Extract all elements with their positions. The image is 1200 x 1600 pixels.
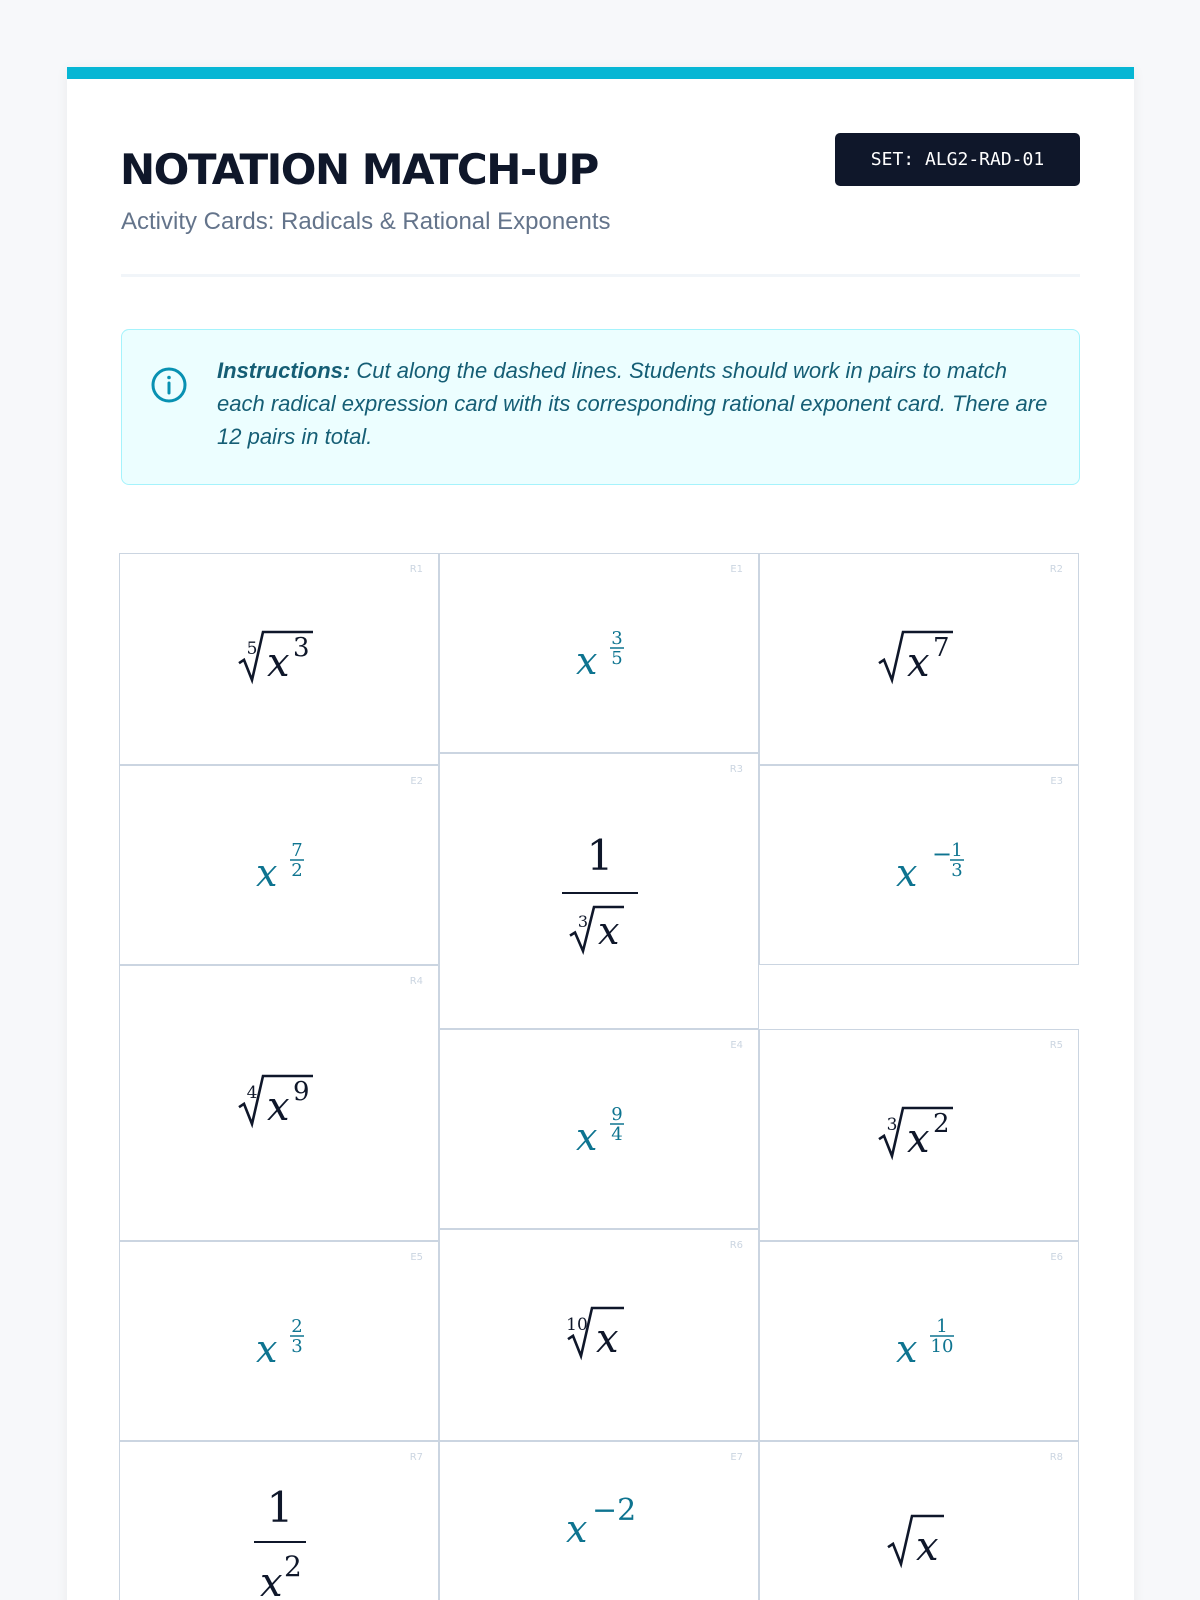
- match-card-r1[interactable]: [119, 553, 439, 765]
- card-expression: [440, 554, 760, 754]
- radical-base: x: [907, 1116, 930, 1162]
- instructions-box: [121, 329, 1080, 485]
- match-card-e4[interactable]: [439, 1029, 759, 1229]
- worksheet: [67, 67, 1134, 1600]
- card-id-label: R1: [409, 564, 423, 575]
- card-id-label: R2: [1049, 564, 1063, 575]
- card-expression: [760, 1242, 1080, 1442]
- match-card-e7[interactable]: [439, 1441, 759, 1600]
- card-id-label: E1: [730, 564, 743, 575]
- exponent-power: −2: [592, 1493, 637, 1528]
- fraction-numerator: 1: [586, 831, 614, 880]
- match-card-e6[interactable]: [759, 1241, 1079, 1441]
- exponent-denominator: 5: [611, 648, 623, 669]
- exponent-numerator: 3: [611, 628, 623, 649]
- card-id-label: R5: [1049, 1040, 1063, 1051]
- instructions-body: Cut along the dashed lines. Students should work in pairs to match each radical expression card with its corresponding rational exponent card. There are 12 pairs in total.: [217, 358, 1048, 449]
- exponent-numerator: 1: [936, 1316, 948, 1337]
- card-expression: [760, 1442, 1080, 1600]
- radical-index: 4: [246, 1083, 258, 1103]
- match-card-r7[interactable]: [119, 1441, 439, 1600]
- radical-index: 3: [886, 1115, 898, 1135]
- exponent-base: x: [256, 1327, 278, 1371]
- radical-base: x: [267, 1084, 290, 1130]
- set-badge: SET: ALG2-RAD-01: [835, 133, 1080, 186]
- exponent-denominator: 2: [291, 860, 303, 881]
- card-expression: [440, 1030, 760, 1230]
- exponent-numerator: 2: [291, 1316, 303, 1337]
- match-card-e2[interactable]: [119, 765, 439, 965]
- match-card-e5[interactable]: [119, 1241, 439, 1441]
- radical-index: 10: [566, 1315, 588, 1335]
- exponent-numerator: 7: [291, 840, 303, 861]
- card-expression: [440, 1442, 760, 1600]
- card-expression: [120, 1442, 440, 1600]
- card-id-label: E2: [410, 776, 423, 787]
- denominator-power: 2: [284, 1550, 302, 1583]
- page-title: NOTATION MATCH-UP: [120, 145, 598, 194]
- match-card-r4[interactable]: [119, 965, 439, 1241]
- exponent-denominator: 10: [930, 1336, 954, 1357]
- card-expression: [120, 1242, 440, 1442]
- exponent-numerator: 1: [951, 840, 963, 861]
- card-expression: [760, 1030, 1080, 1242]
- match-card-e1[interactable]: [439, 553, 759, 753]
- match-card-r6[interactable]: [439, 1229, 759, 1441]
- match-card-r5[interactable]: [759, 1029, 1079, 1241]
- radical-power: 3: [293, 633, 310, 663]
- radical-power: 7: [933, 633, 950, 663]
- match-card-r8[interactable]: [759, 1441, 1079, 1600]
- exponent-base: x: [896, 851, 918, 895]
- card-expression: [440, 1230, 760, 1442]
- info-icon: [150, 366, 188, 404]
- match-card-r2[interactable]: [759, 553, 1079, 765]
- card-id-label: R3: [729, 764, 743, 775]
- fraction-numerator: 1: [266, 1483, 294, 1532]
- radical-power: 9: [293, 1077, 310, 1107]
- card-id-label: R4: [409, 976, 423, 987]
- card-expression: [760, 766, 1080, 966]
- card-id-label: E5: [410, 1252, 423, 1263]
- card-expression: [120, 554, 440, 766]
- match-card-r3[interactable]: [439, 753, 759, 1029]
- exponent-base: x: [896, 1327, 918, 1371]
- instructions-text: [217, 354, 1057, 453]
- exponent-denominator: 4: [611, 1124, 623, 1145]
- card-id-label: E3: [1050, 776, 1063, 787]
- radical-base: x: [598, 909, 620, 953]
- exponent-denominator: 3: [951, 860, 963, 881]
- exponent-sign: −: [932, 840, 953, 868]
- radical-power: 2: [933, 1109, 950, 1139]
- instructions-lead: Instructions:: [217, 358, 351, 383]
- card-id-label: E6: [1050, 1252, 1063, 1263]
- exponent-base: x: [256, 851, 278, 895]
- radical-index: 5: [246, 639, 258, 659]
- radical-base: x: [596, 1316, 619, 1362]
- card-id-label: E7: [730, 1452, 743, 1463]
- header-divider: [121, 274, 1080, 277]
- exponent-denominator: 3: [291, 1336, 303, 1357]
- exponent-base: x: [576, 639, 598, 683]
- card-expression: [120, 966, 440, 1242]
- exponent-base: x: [576, 1115, 598, 1159]
- radical-base: x: [267, 640, 290, 686]
- radical-base: x: [916, 1524, 939, 1570]
- card-expression: [440, 754, 760, 1030]
- card-id-label: R6: [729, 1240, 743, 1251]
- card-id-label: R7: [409, 1452, 423, 1463]
- card-expression: [120, 766, 440, 966]
- match-card-e3[interactable]: [759, 765, 1079, 965]
- card-id-label: E4: [730, 1040, 743, 1051]
- page-subtitle: Activity Cards: Radicals & Rational Exponents: [121, 208, 611, 235]
- radical-base: x: [907, 640, 930, 686]
- card-id-label: R8: [1049, 1452, 1063, 1463]
- card-expression: [760, 554, 1080, 766]
- denominator-base: x: [260, 1560, 283, 1600]
- exponent-numerator: 9: [611, 1104, 623, 1125]
- radical-index: 3: [577, 912, 589, 931]
- exponent-base: x: [566, 1507, 588, 1551]
